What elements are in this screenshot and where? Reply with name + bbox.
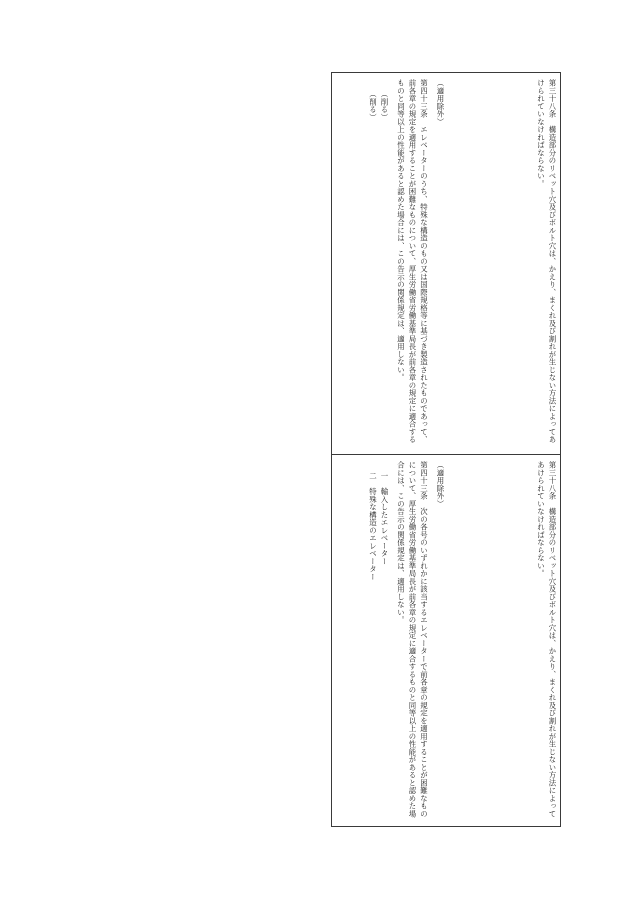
upper-left-deleted-item-2: （削る） — [368, 90, 378, 121]
upper-left-article-43: 第四十三条 エレベーターのうち、特殊な構造のもの又は国際規格等に基づき製造されたものであって、前各章の規定を適用することが困難なものについて、厚生労働省労働基準局長が前各章の規定に適合するものと同等以上の性能があると認めた場合には、この告示の関係規定は、適用しない。 — [396, 79, 429, 444]
lower-right-cell — [448, 455, 560, 827]
upper-right-cell — [448, 73, 560, 454]
comparison-table — [331, 72, 561, 827]
upper-left-heading-exemption: （適用除外） — [436, 79, 445, 126]
lower-left-article-43: 第四十三条 次の各号のいずれかに該当するエレベーターで前各章の規定を適用することが困難なものについて、厚生労働省労働基準局長が前各章の規定に適合するものと同等以上の性能があると認めた場合には、この告示の関係規定は、適用しない。 — [396, 460, 429, 817]
upper-left-cell — [332, 73, 448, 454]
lower-left-heading-exemption: （適用除外） — [436, 460, 445, 507]
lower-left-item-1: 一 輸入したエレベーター — [380, 471, 389, 565]
lower-right-article-38: 第三十八条 構造部分のリベット穴及びボルト穴は、かえり、まくれ及び割れが生じない方法によってあけられていなければならない。 — [536, 460, 557, 817]
table-row-upper — [332, 73, 560, 455]
lower-left-cell — [332, 455, 448, 827]
table-row-lower — [332, 455, 560, 827]
upper-left-deleted-item-1: （削る） — [380, 90, 389, 121]
lower-left-item-2: 二 特殊な構造のエレベーター — [368, 471, 378, 580]
upper-right-article-38: 第三十八条 構造部分のリベット穴及びボルト穴は、かえり、まくれ及び割れが生じない方法によってあけられていなければならない。 — [536, 79, 557, 444]
